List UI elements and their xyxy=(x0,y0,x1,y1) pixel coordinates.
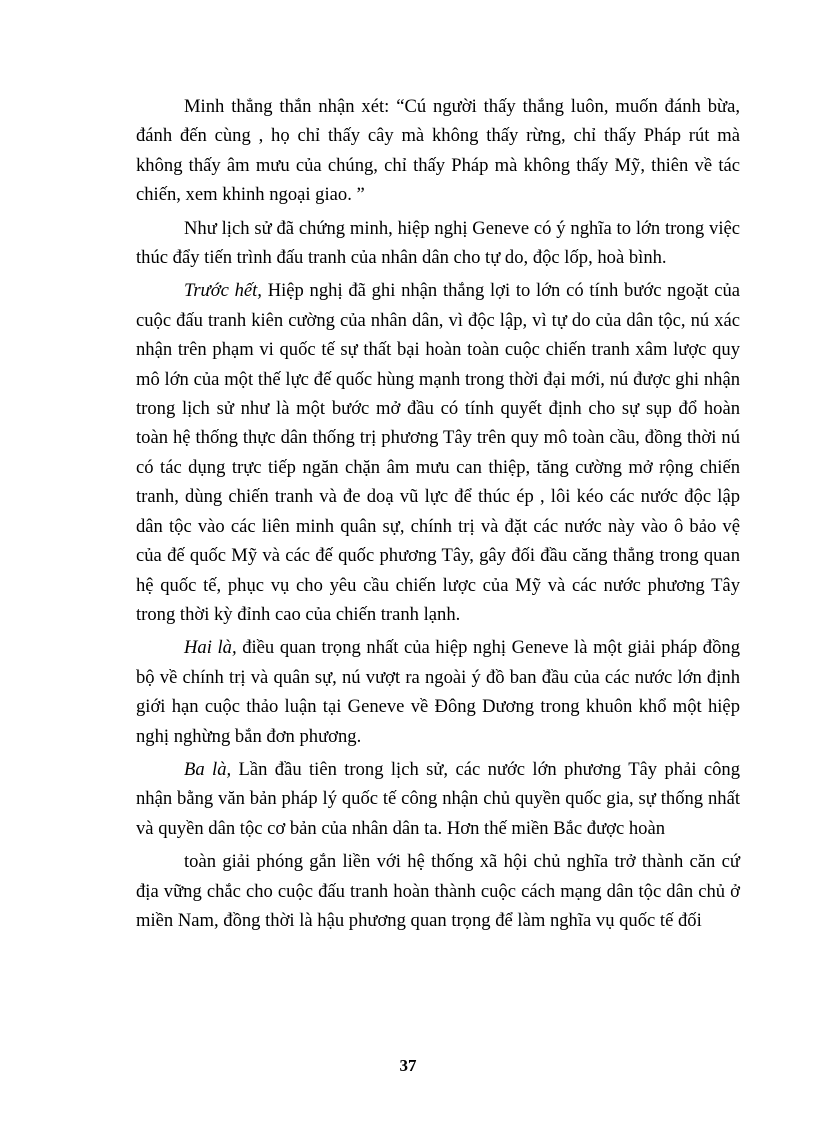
paragraph-2 xyxy=(136,214,740,273)
paragraph-3 xyxy=(136,276,740,629)
paragraph-4-text: điều quan trọng nhất của hiệp nghị Geneve là một giải pháp đồng bộ về chính trị và quân sự, nú vượt ra ngoài ý đồ ban đầu của các nước lớn định giới hạn cuộc thảo luận tại Geneve về Đông Dương trong khuôn khổ một hiệp nghị nghừng bắn đơn phương. xyxy=(136,637,740,747)
paragraph-4 xyxy=(136,633,740,751)
paragraph-1-text: Minh thẳng thắn nhận xét: “Cú người thấy thắng luôn, muốn đánh bừa, đánh đến cùng , họ chỉ thấy cây mà không thấy rừng, chỉ thấy Pháp rút mà không thấy âm mưu của chúng, chỉ thấy Pháp mà không thấy Mỹ, thiên về tác chiến, xem khinh ngoại giao. ” xyxy=(136,96,740,206)
paragraph-2-text: Như lịch sử đã chứng minh, hiệp nghị Geneve có ý nghĩa to lớn trong việc thúc đẩy tiến trình đấu tranh của nhân dân cho tự do, độc lốp, hoà bình. xyxy=(136,217,740,269)
page-number: 37 xyxy=(399,1056,417,1075)
paragraph-1 xyxy=(136,92,740,210)
paragraph-6 xyxy=(136,847,740,935)
paragraph-3-lead: Trước hết, xyxy=(184,280,262,302)
paragraph-4-lead: Hai là, xyxy=(184,637,237,659)
paragraph-3-text: Hiệp nghị đã ghi nhận thắng lợi to lớn có tính bước ngoặt của cuộc đấu tranh kiên cường của nhân dân, vì độc lập, vì tự do của dân tộc, nú xác nhận trên phạm vi quốc tế sự thất bại hoàn toàn cuộc chiến tranh xâm lược quy mô lớn của một thế lực đế quốc hùng mạnh trong thời đại mới, nú được ghi nhận trong lịch sử như là một bước mở đầu có tính quyết định cho sự sụp đổ hoàn toàn hệ thống thực dân thống trị phương Tây trên quy mô toàn cầu, đồng thời nú có tác dụng trực tiếp ngăn chặn âm mưu can thiệp, tăng cường mở rộng chiến tranh, dùng chiến tranh và đe doạ vũ lực để thúc ép , lôi kéo các nước độc lập dân tộc vào các liên minh quân sự, chính trị và đặt các nước này vào ô bảo vệ của đế quốc Mỹ và các đế quốc phương Tây, gây đối đầu căng thẳng trong quan hệ quốc tế, phục vụ cho yêu cầu chiến lược của Mỹ và các nước phương Tây trong thời kỳ đỉnh cao của chiến tranh lạnh. xyxy=(136,280,740,625)
paragraph-5 xyxy=(136,755,740,843)
paragraph-6-text: toàn giải phóng gắn liền với hệ thống xã hội chủ nghĩa trở thành căn cứ địa vững chắc cho cuộc đấu tranh hoàn thành cuộc cách mạng dân tộc dân chủ ở miền Nam, đồng thời là hậu phương quan trọng để làm nghĩa vụ quốc tế đối xyxy=(136,851,740,931)
body-text xyxy=(136,92,740,939)
paragraph-5-text: Lần đầu tiên trong lịch sử, các nước lớn phương Tây phải công nhận bằng văn bản pháp lý quốc tế công nhận chủ quyền quốc gia, sự thống nhất và quyền dân tộc cơ bản của nhân dân ta. Hơn thế miền Bắc được hoàn xyxy=(136,758,740,839)
paragraph-5-lead: Ba là, xyxy=(184,758,232,780)
